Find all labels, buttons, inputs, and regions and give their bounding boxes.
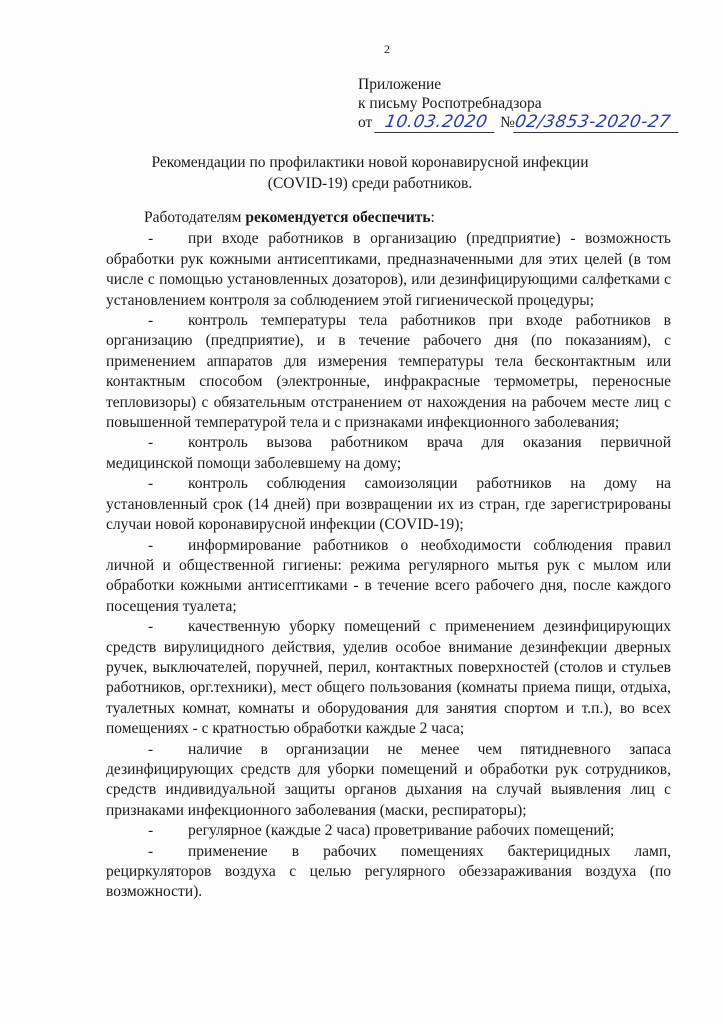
intro-suffix: : bbox=[430, 209, 435, 226]
number-label: № bbox=[500, 114, 515, 131]
appendix-block bbox=[358, 75, 680, 133]
list-dash: - bbox=[148, 475, 154, 493]
list-item-text: применение в рабочих помещениях бактерицидных ламп, рециркуляторов воздуха с целью регулярного обеззараживания воздуха (по возможности). bbox=[106, 842, 671, 901]
list-item-text: контроль соблюдения самоизоляции работников на дому на установленный срок (14 дней) при возвращении их из стран, где зарегистрированы случаи новой коронавирусной инфекции (COVID-19); bbox=[106, 475, 671, 534]
handwritten-number: 02/3853-2020-27 bbox=[513, 113, 682, 133]
title-line-1: Рекомендации по профилактики новой коронавирусной инфекции bbox=[151, 154, 589, 171]
list-item bbox=[106, 740, 671, 822]
list-item-text: наличие в организации не менее чем пятидневного запаса дезинфицирующих средств для уборки помещений и обработки рук сотрудников, средств индивидуальной защиты органов дыхания на случай выявления лиц с признаками инфекционного заболевания (маски, респираторы); bbox=[106, 740, 671, 819]
list-dash: - bbox=[148, 822, 154, 840]
intro-paragraph bbox=[106, 208, 671, 228]
list-dash: - bbox=[148, 230, 154, 248]
appendix-title: Приложение bbox=[358, 76, 442, 93]
page-number: 2 bbox=[384, 42, 390, 56]
handwritten-date: 10.03.2020 bbox=[374, 113, 498, 133]
document-title bbox=[120, 152, 620, 194]
list-item bbox=[106, 821, 671, 841]
document-body bbox=[106, 208, 671, 903]
list-item bbox=[106, 617, 671, 739]
list-item-text: при входе работников в организацию (предприятие) - возможность обработки рук кожными антисептиками, предназначенными для этих целей (в том числе с помощью установленных дозаторов), или дезинфицирующими салфетками с установлением контроля за соблюдением этой гигиенической процедуры; bbox=[106, 230, 671, 309]
list-dash: - bbox=[148, 312, 154, 330]
from-label: от bbox=[358, 114, 373, 131]
list-item bbox=[106, 842, 671, 903]
list-dash: - bbox=[148, 434, 154, 452]
list-item bbox=[106, 311, 671, 433]
list-dash: - bbox=[148, 618, 154, 636]
list-item-text: контроль температуры тела работников при входе работников в организацию (предприятие), и в течение рабочего дня (по показаниям), с применением аппаратов для измерения температуры тела бесконтактным или контактным способом (электронные, инфракрасные термометры, переносные тепловизоры) с обязательным отстранением от нахождения на рабочем месте лиц с повышенной температурой тела и с признаками инфекционного заболевания; bbox=[106, 312, 671, 432]
appendix-date-number-line bbox=[358, 113, 680, 133]
intro-prefix: Работодателям bbox=[144, 209, 246, 226]
list-item bbox=[106, 536, 671, 618]
list-dash: - bbox=[148, 536, 154, 554]
list-item-text: информирование работников о необходимости соблюдения правил личной и общественной гигиены: режима регулярного мытья рук с мылом или обработки кожными антисептиками - в течение всего рабочего дня, после каждого посещения туалета; bbox=[106, 536, 671, 615]
list-item-text: регулярное (каждые 2 часа) проветривание рабочих помещений; bbox=[188, 822, 615, 840]
list-item bbox=[106, 229, 671, 311]
appendix-letter-ref: к письму Роспотребнадзора bbox=[358, 95, 542, 112]
intro-bold: рекомендуется обеспечить bbox=[245, 209, 431, 226]
title-line-2: (COVID-19) среди работников. bbox=[267, 175, 473, 192]
list-dash: - bbox=[148, 842, 154, 860]
list-item-text: контроль вызова работником врача для оказания первичной медицинской помощи заболевшему на дому; bbox=[106, 434, 671, 472]
list-item bbox=[106, 474, 671, 535]
list-dash: - bbox=[148, 740, 154, 758]
list-item-text: качественную уборку помещений с применением дезинфицирующих средств вирулицидного действия, уделив особое внимание дезинфекции дверных ручек, выключателей, поручней, перил, контактных поверхностей (столов и стульев работников, орг.техники), мест общего пользования (комнаты приема пищи, отдыха, туалетных комнат, комнаты и оборудования для занятия спортом и т.п.), во всех помещениях - с кратностью обработки каждые 2 часа; bbox=[106, 618, 671, 738]
list-item bbox=[106, 433, 671, 474]
